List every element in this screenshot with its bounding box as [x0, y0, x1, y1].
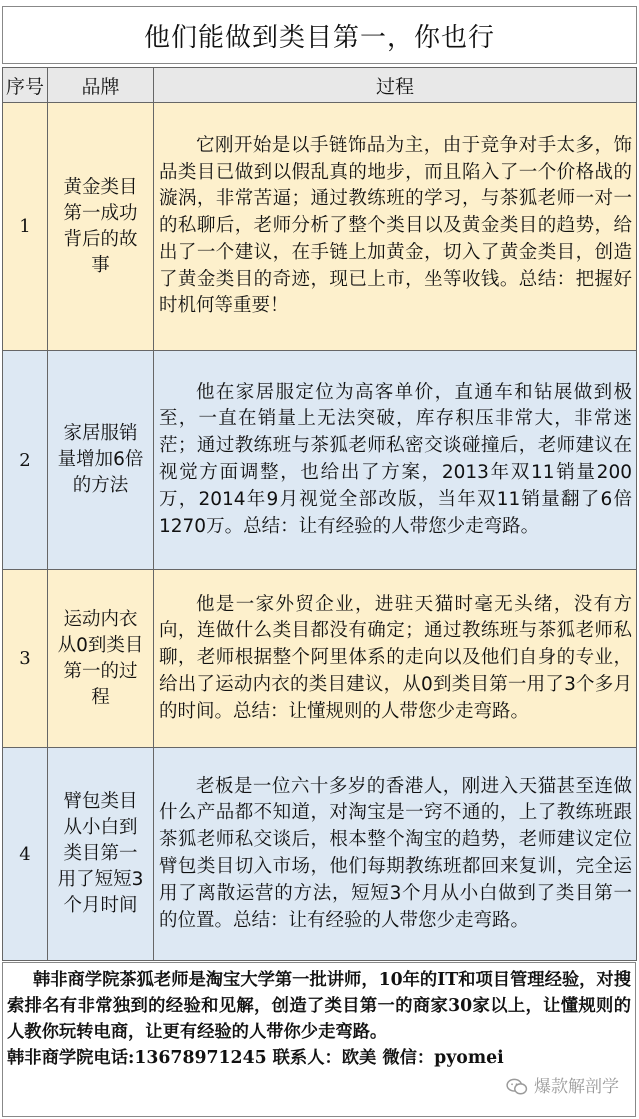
- row-brand: 臂包类目从小白到类目第一用了短短3个月时间: [48, 748, 154, 961]
- footer-box: [2, 962, 636, 1117]
- table-row: [3, 103, 637, 351]
- header-no: 序号: [3, 68, 48, 103]
- table-row: [3, 351, 637, 570]
- header-process: 过程: [154, 68, 637, 103]
- watermark: [504, 1074, 621, 1100]
- row-number: 3: [3, 570, 48, 748]
- table-row: [3, 748, 637, 961]
- row-process: 他在家居服定位为高客单价，直通车和钻展做到极至，一直在销量上无法突破，库存积压非常大，非常迷茫；通过教练班与茶狐老师私密交谈碰撞后，老师建议在视觉方面调整，也给出了方案，2013年双11销量200万，2014年9月视觉全部改版，当年双11销量翻了6倍1270万。总结：让有经验的人带您少走弯路。: [154, 351, 637, 570]
- footer-contact: 韩非商学院电话:13678971245 联系人：欧美 微信：pyomei: [7, 1048, 504, 1068]
- row-brand: 家居服销量增加6倍的方法: [48, 351, 154, 570]
- row-number: 1: [3, 103, 48, 351]
- table-header-row: [3, 68, 637, 103]
- table-row: [3, 570, 637, 748]
- row-process: 老板是一位六十多岁的香港人，刚进入天猫甚至连做什么产品都不知道，对淘宝是一窍不通的，上了教练班跟茶狐老师私交谈后，根本整个淘宝的趋势，老师建议定位臂包类目切入市场，他们每期教练班都回来复训，完全运用了离散运营的方法，短短3个月从小白做到了类目第一的位置。总结：让有经验的人带您少走弯路。: [154, 748, 637, 961]
- row-process: 他是一家外贸企业，进驻天猫时毫无头绪，没有方向，连做什么类目都没有确定；通过教练班与茶狐老师私聊，老师根据整个阿里体系的走向以及他们自身的专业，给出了运动内衣的类目建议，从0到类目第一用了3个多月的时间。总结：让懂规则的人带您少走弯路。: [154, 570, 637, 748]
- row-process: 它刚开始是以手链饰品为主，由于竞争对手太多，饰品类目已做到以假乱真的地步，而且陷入了一个价格战的漩涡，非常苦逼；通过教练班的学习，与茶狐老师一对一的私聊后，老师分析了整个类目以及黄金类目的趋势，给出了一个建议，在手链上加黄金，切入了黄金类目，创造了黄金类目的奇迹，现已上市，坐等收钱。总结：把握好时机何等重要！: [154, 103, 637, 351]
- footer-intro: 韩非商学院茶狐老师是淘宝大学第一批讲师，10年的IT和项目管理经验，对搜索排名有非常独到的经验和见解，创造了类目第一的商家30家以上，让懂规则的人教你玩转电商，让更有经验的人带你少走弯路。: [7, 970, 631, 1042]
- watermark-text: 爆款解剖学: [534, 1077, 619, 1097]
- cases-table: [2, 67, 637, 961]
- header-brand: 品牌: [48, 68, 154, 103]
- row-number: 2: [3, 351, 48, 570]
- row-brand: 黄金类目第一成功背后的故事: [48, 103, 154, 351]
- row-number: 4: [3, 748, 48, 961]
- wechat-icon: [506, 1078, 528, 1096]
- page-title: 他们能做到类目第一，你也行: [2, 6, 637, 64]
- row-brand: 运动内衣从0到类目第一的过程: [48, 570, 154, 748]
